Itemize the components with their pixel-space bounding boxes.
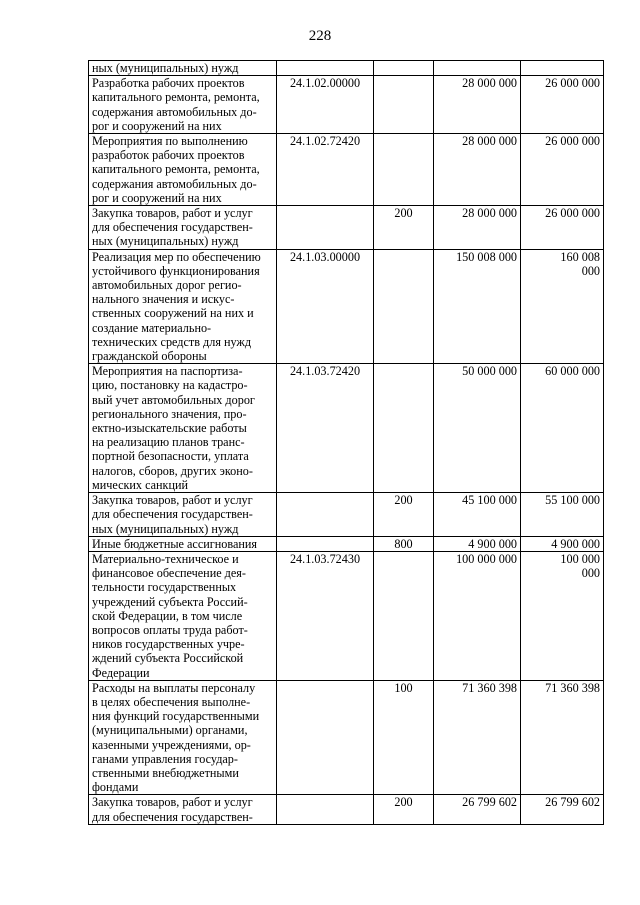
- amount-year2-cell: 26 000 000: [521, 76, 604, 134]
- amount-year1-cell: 45 100 000: [434, 493, 521, 537]
- expense-type-cell: 200: [374, 795, 434, 824]
- target-code-cell: 24.1.03.72430: [277, 551, 374, 680]
- target-code-cell: [277, 536, 374, 551]
- budget-table: [88, 60, 604, 825]
- amount-year1-cell: [434, 61, 521, 76]
- target-code-cell: 24.1.03.72420: [277, 364, 374, 493]
- item-name-cell: Закупка товаров, работ и услуг для обеспечения государствен- ных (муниципальных) нужд: [89, 493, 277, 537]
- table-row: [89, 795, 604, 824]
- item-name-cell: Реализация мер по обеспечению устойчивого функционирования автомобильных дорог регио- нального значения и искус- ственных сооружений на них и создание материально- технических средств для нужд гражданской обороны: [89, 249, 277, 364]
- amount-year2-cell: 26 799 602: [521, 795, 604, 824]
- amount-year1-cell: 100 000 000: [434, 551, 521, 680]
- amount-year1-cell: 71 360 398: [434, 680, 521, 795]
- expense-type-cell: [374, 364, 434, 493]
- amount-year2-cell: 100 000 000: [521, 551, 604, 680]
- item-name-cell: Материально-техническое и финансовое обеспечение дея- тельности государственных учреждений субъекта Россий- ской Федерации, в том числе вопросов оплаты труда работ- ников государственных учре- ждений субъекта Российской Федерации: [89, 551, 277, 680]
- item-name-cell: Разработка рабочих проектов капитального ремонта, ремонта, содержания автомобильных до- рог и сооружений на них: [89, 76, 277, 134]
- item-name-cell: Мероприятия на паспортиза- цию, постановку на кадастро- вый учет автомобильных дорог регионального значения, про- ектно-изыскательские работы на реализацию планов транс- портной безопасности, уплата налогов, сборов, других эконо- мических санкций: [89, 364, 277, 493]
- expense-type-cell: [374, 134, 434, 206]
- amount-year1-cell: 4 900 000: [434, 536, 521, 551]
- item-name-cell: Расходы на выплаты персоналу в целях обеспечения выполне- ния функций государственными (муниципальными) органами, казенными учреждениями, ор- ганами управления государ- ственными внебюджетными фондами: [89, 680, 277, 795]
- expense-type-cell: 800: [374, 536, 434, 551]
- target-code-cell: 24.1.02.72420: [277, 134, 374, 206]
- table-row: [89, 493, 604, 537]
- item-name-cell: ных (муниципальных) нужд: [89, 61, 277, 76]
- amount-year1-cell: 50 000 000: [434, 364, 521, 493]
- table-row: [89, 76, 604, 134]
- expense-type-cell: [374, 76, 434, 134]
- amount-year2-cell: 60 000 000: [521, 364, 604, 493]
- page-number: 228: [308, 28, 332, 44]
- target-code-cell: [277, 795, 374, 824]
- expense-type-cell: [374, 61, 434, 76]
- target-code-cell: 24.1.03.00000: [277, 249, 374, 364]
- table-row: [89, 249, 604, 364]
- amount-year2-cell: 26 000 000: [521, 134, 604, 206]
- table-row: [89, 551, 604, 680]
- item-name-cell: Закупка товаров, работ и услуг для обеспечения государствен-: [89, 795, 277, 824]
- expense-type-cell: 200: [374, 206, 434, 250]
- expense-type-cell: [374, 249, 434, 364]
- amount-year1-cell: 26 799 602: [434, 795, 521, 824]
- target-code-cell: [277, 493, 374, 537]
- item-name-cell: Закупка товаров, работ и услуг для обеспечения государствен- ных (муниципальных) нужд: [89, 206, 277, 250]
- amount-year1-cell: 150 008 000: [434, 249, 521, 364]
- amount-year1-cell: 28 000 000: [434, 206, 521, 250]
- table-row: [89, 536, 604, 551]
- item-name-cell: Мероприятия по выполнению разработок рабочих проектов капитального ремонта, ремонта, содержания автомобильных до- рог и сооружений на них: [89, 134, 277, 206]
- budget-table-body: [89, 61, 604, 825]
- table-row: [89, 134, 604, 206]
- amount-year2-cell: [521, 61, 604, 76]
- expense-type-cell: 100: [374, 680, 434, 795]
- amount-year2-cell: 55 100 000: [521, 493, 604, 537]
- amount-year2-cell: 26 000 000: [521, 206, 604, 250]
- amount-year2-cell: 4 900 000: [521, 536, 604, 551]
- table-row: [89, 61, 604, 76]
- target-code-cell: [277, 206, 374, 250]
- item-name-cell: Иные бюджетные ассигнования: [89, 536, 277, 551]
- target-code-cell: [277, 61, 374, 76]
- expense-type-cell: [374, 551, 434, 680]
- amount-year1-cell: 28 000 000: [434, 134, 521, 206]
- table-row: [89, 206, 604, 250]
- target-code-cell: 24.1.02.00000: [277, 76, 374, 134]
- table-row: [89, 680, 604, 795]
- table-row: [89, 364, 604, 493]
- amount-year1-cell: 28 000 000: [434, 76, 521, 134]
- amount-year2-cell: 71 360 398: [521, 680, 604, 795]
- expense-type-cell: 200: [374, 493, 434, 537]
- target-code-cell: [277, 680, 374, 795]
- amount-year2-cell: 160 008 000: [521, 249, 604, 364]
